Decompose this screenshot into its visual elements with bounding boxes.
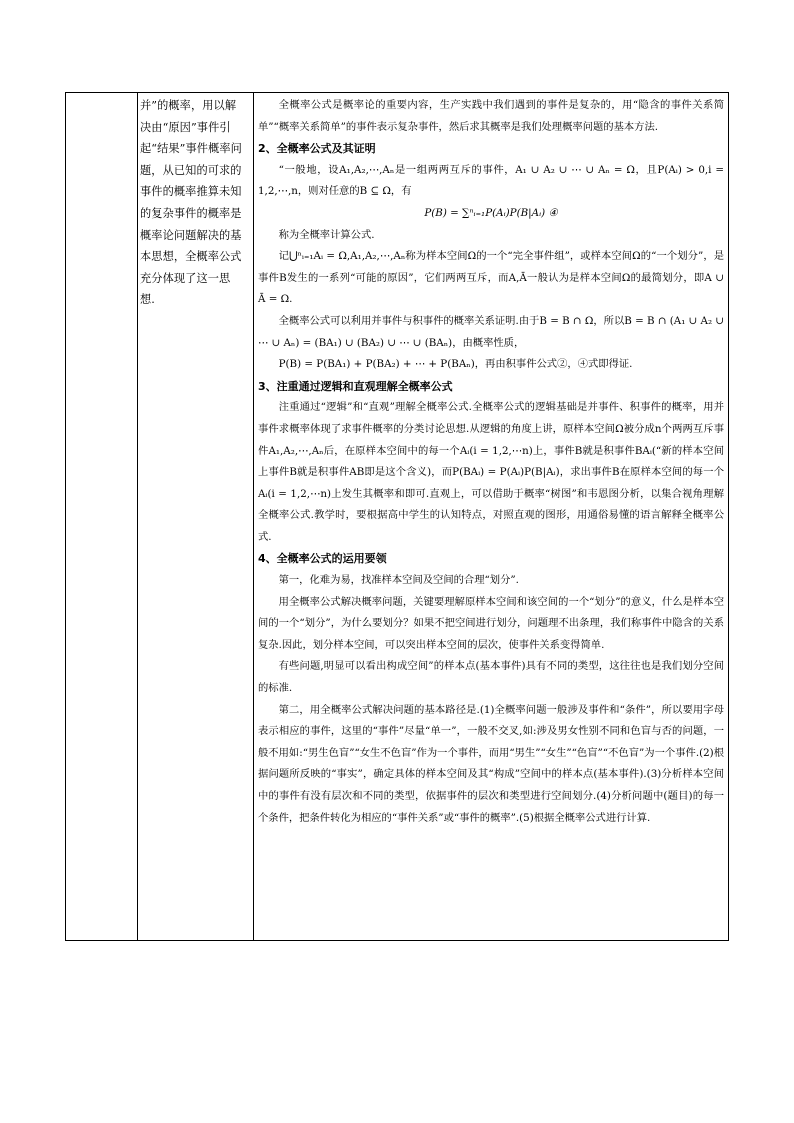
main-column <box>258 95 724 829</box>
left-column-text: 并”的概率，用以解决由“原因”事件引起“结果”事件概率问题，从已知的可求的事件的概率推算未知的复杂事件的概率是概率论问题解决的基本思想，全概率公式充分体现了这一思想. <box>140 99 242 307</box>
paragraph: “一般地，设A₁,A₂,⋯,Aₙ是一组两两互斥的事件，A₁ ∪ A₂ ∪ ⋯ ∪ Aₙ = Ω，且P(Aᵢ) > 0,i = 1,2,⋯,n，则对任意的B ⊆ Ω，有 <box>258 163 724 198</box>
section-heading: 2、全概率公式及其证明 <box>258 142 376 156</box>
paragraph: P(B) = P(BA₁) + P(BA₂) + ⋯ + P(BAₙ)，再由积事件公式②，④式即得证. <box>278 358 633 371</box>
paragraph: 用全概率公式解决概率问题，关键要理解原样本空间和该空间的一个“划分”的意义，什么是样本空间的一个“划分”，为什么要划分？如果不把空间进行划分，问题理不出条理，我们称事件中隐含的关系复杂.因此，划分样本空间，可以突出样本空间的层次，使事件关系变得简单. <box>258 595 724 651</box>
paragraph: 记⋃ⁿᵢ₌₁Aᵢ = Ω,A₁,A₂,⋯,Aₙ称为样本空间Ω的一个“完全事件组”，或样本空间Ω的“一个划分”，是事件B发生的一系列“可能的原因”，它们两两互斥，而A,Ā一般认为是样本空间Ω的最简划分，即A ∪ Ā = Ω. <box>258 250 724 306</box>
paragraph: 第二，用全概率公式解决问题的基本路径是.(1)全概率问题一般涉及事件和“条件”，所以要用字母表示相应的事件，这里的“事件”尽量“单一”，一般不交叉,如:涉及男女性别不同和色盲与否的问题，一般不用如:“男生色盲”“女生不色盲”作为一个事件，而用“男生”“女生”“色盲”“不色盲”为一个事件.(2)根据问题所反映的“事实”，确定具体的样本空间及其“构成”空间中的样本点(基本事件).(3)分析样本空间中的事件有没有层次和不同的类型，依据事件的层次和类型进行空间划分.(4)分析问题中(题目)的每一个条件，把条件转化为相应的“事件关系”或“事件的概率”.(5)根据全概率公式进行计算. <box>258 703 724 824</box>
paragraph: 全概率公式是概率论的重要内容，生产实践中我们遇到的事件是复杂的，用“隐含的事件关系简单”“概率关系简单”的事件表示复杂事件，然后求其概率是我们处理概率问题的基本方法. <box>258 99 724 133</box>
paragraph: 第一，化难为易，找准样本空间及空间的合理“划分”. <box>278 574 519 587</box>
formula: P(B) = ∑ⁿᵢ₌₁P(Aᵢ)P(B|Aᵢ) ④ <box>424 206 558 219</box>
column-divider-2 <box>253 93 254 940</box>
paragraph: 全概率公式可以利用并事件与积事件的概率关系证明.由于B = B ∩ Ω，所以B = B ∩ (A₁ ∪ A₂ ∪ ⋯ ∪ Aₙ) = (BA₁) ∪ (BA₂) ∪ ⋯ ∪ (BAₙ)，由概率性质， <box>258 314 724 349</box>
paragraph: 有些问题,明显可以看出构成空间”的样本点(基本事件)具有不同的类型，这往往也是我们划分空间的标准. <box>258 660 724 695</box>
section-heading: 3、注重通过逻辑和直观理解全概率公式 <box>258 379 453 393</box>
paragraph: 称为全概率计算公式. <box>278 228 375 241</box>
paragraph: 注重通过“逻辑”和“直观”理解全概率公式.全概率公式的逻辑基础是并事件、积事件的概率，用并事件求概率体现了求事件概率的分类讨论思想.从逻辑的角度上讲，原样本空间Ω被分成n个两两互斥事件A₁,A₂,⋯,Aₙ后，在原样本空间中的每一个Aᵢ(i = 1,2,⋯n)上，事件B就是积事件BAᵢ(“新的样本空间上事件B就是积事件AB即是这个含义)，而P(BAᵢ) = P(Aᵢ)P(B|Aᵢ)，求出事件B在原样本空间的每一个Aᵢ(i = 1,2,⋯n)上发生其概率和即可.直观上，可以借助于概率“树图”和韦恩图分析，以集合视角理解全概率公式.教学时，要根据高中学生的认知特点，对照直观的图形，用通俗易懂的语言解释全概率公式. <box>258 401 724 543</box>
section-heading: 4、全概率公式的运用要领 <box>258 552 387 566</box>
column-divider-1 <box>137 93 138 940</box>
